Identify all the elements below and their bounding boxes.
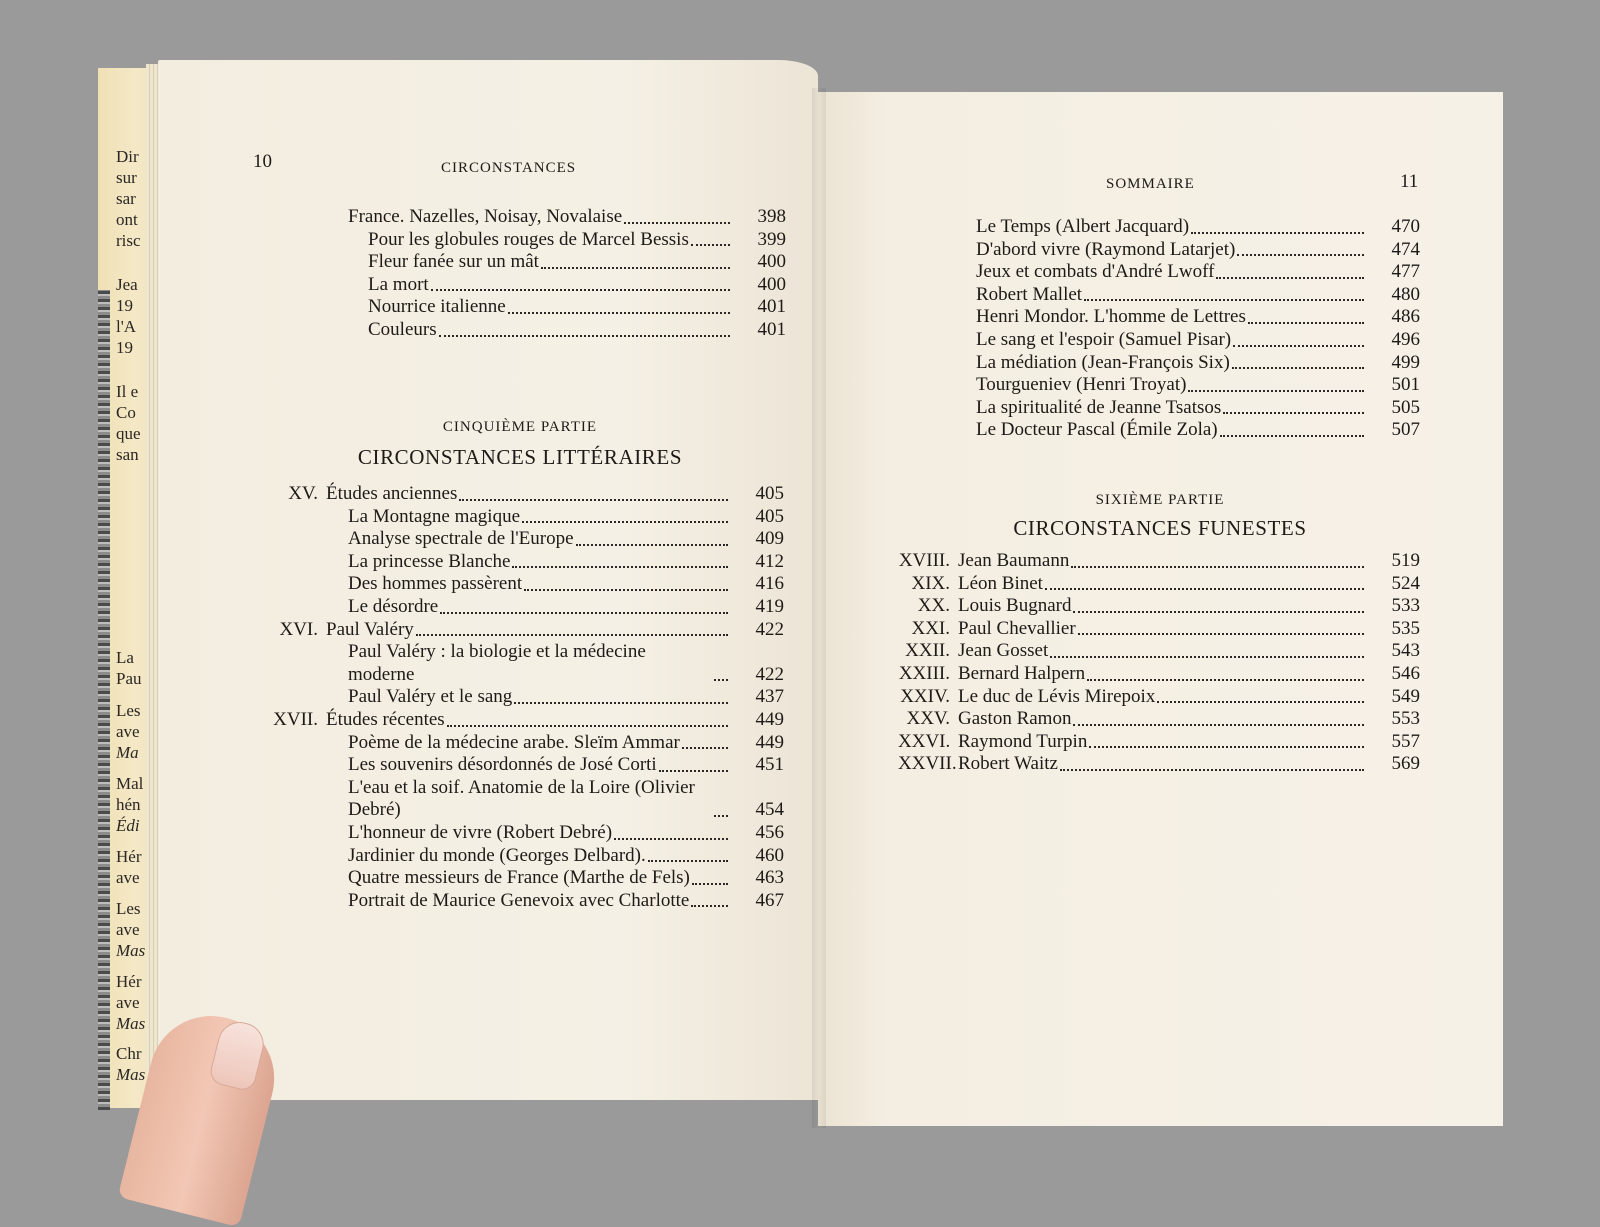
toc-entry[interactable] [898,216,1420,239]
toc-entry-page: 460 [755,844,784,866]
cover-flap-fragment: Hér [116,847,142,866]
toc-entry-page: 463 [755,867,784,889]
dot-leader [1050,656,1364,658]
dot-leader [1071,566,1364,568]
toc-entry-page: 543 [1391,640,1420,662]
toc-entry-page: 454 [755,799,784,821]
toc-entry-page: 505 [1391,396,1420,418]
dot-leader [624,222,730,224]
dot-leader [1089,746,1364,748]
part-six-label: SIXIÈME PARTIE [1095,492,1225,508]
dot-leader [1216,277,1364,279]
toc-entry[interactable] [262,686,784,709]
toc-entry-title: Fleur fanée sur un mât [368,251,539,273]
toc-entry-numeral: XXV. [906,708,950,730]
toc-entry-title: Des hommes passèrent [348,573,523,595]
toc-entry-title: Pour les globules rouges de Marcel Bessis [368,228,689,250]
toc-entry-numeral: XXI. [911,617,950,639]
toc-entry-page: 401 [757,296,786,318]
toc-entry[interactable] [270,319,786,342]
toc-entry[interactable] [262,754,784,777]
toc-entry[interactable] [898,284,1420,307]
cover-flap-fragment: Dir [116,147,139,166]
dot-leader [541,267,730,269]
cover-flap-fragment: Co [116,403,136,422]
toc-entry-page: 507 [1391,419,1420,441]
cover-flap-fragment: ave [116,993,140,1012]
cover-flap-fragment: sar [116,189,136,208]
right-page-number: 11 [1400,171,1419,192]
toc-entry[interactable] [270,296,786,319]
toc-entry-title: Jean Baumann [958,550,1070,571]
toc-entry-page: 398 [757,206,786,227]
toc-entry[interactable] [262,732,784,755]
toc-entry-page: 470 [1391,216,1420,237]
toc-entry-numeral: XVI. [279,618,318,640]
cover-flap-fragment: l'A [116,317,137,336]
toc-entry-page: 501 [1391,374,1420,396]
toc-entry-page: 405 [755,483,784,504]
toc-entry-numeral: XIX. [911,572,950,594]
toc-entry-title: Quatre messieurs de France (Marthe de Fels) [348,867,690,889]
dot-leader [1248,322,1364,324]
toc-entry-page: 557 [1391,730,1420,752]
toc-entry[interactable] [898,419,1420,442]
cover-flap-fragment: Mal [116,774,144,793]
cover-flap-fragment: ave [116,920,140,939]
toc-entry-title: Gaston Ramon [958,708,1072,730]
toc-entry-title: Paul Valéry : la biologie et la médecine moderne [348,641,646,685]
toc-entry-page: 401 [757,318,786,340]
toc-entry-page: 474 [1391,238,1420,260]
cover-flap-fragment: Chr [116,1044,142,1063]
toc-entry[interactable] [262,619,784,642]
dot-leader [1188,390,1364,392]
toc-entry-page: 549 [1391,685,1420,707]
toc-entry-title: Tourgueniev (Henri Troyat) [976,374,1187,396]
toc-entry-page: 477 [1391,261,1420,283]
toc-entry-title: La mort [368,273,429,295]
toc-entry-numeral: XX. [917,595,950,617]
toc-entry-title: Études récentes [326,708,445,730]
toc-entry-title: L'honneur de vivre (Robert Debré) [348,821,613,843]
toc-entry-title: Nourrice italienne [368,296,506,318]
toc-entry[interactable] [262,845,784,868]
toc-entry[interactable] [898,686,1420,709]
toc-entry-title: La princesse Blanche [348,550,511,572]
dot-leader [1060,769,1364,771]
toc-entry[interactable] [262,551,784,574]
dot-leader [714,815,728,817]
toc-entry-numeral: XV. [288,483,318,504]
dot-leader [512,566,728,568]
cover-flap-fragment: que [116,424,141,443]
toc-entry-numeral: XXII. [905,640,950,662]
toc-entry[interactable] [262,867,784,890]
dot-leader [431,289,730,291]
toc-entry-numeral: XVIII. [898,550,950,571]
toc-entry-page: 486 [1391,306,1420,328]
toc-entry-title: Le Docteur Pascal (Émile Zola) [976,419,1218,441]
toc-entry-title: Le duc de Lévis Mirepoix [958,685,1156,707]
toc-entry-title: Couleurs [368,318,437,340]
left-toc-continued [270,206,786,342]
left-toc-entries [262,483,784,912]
toc-entry-page: 533 [1391,595,1420,617]
book-gutter [812,88,826,1128]
toc-entry-title: Études anciennes [326,483,458,504]
cover-flap-fragment: Édi [116,816,140,835]
toc-entry-page: 519 [1391,550,1420,571]
toc-entry-numeral: XVII. [273,708,318,730]
dot-leader [714,679,728,681]
toc-entry-page: 405 [755,505,784,527]
cover-flap-fragment: Les [116,701,141,720]
cover-flap-fragment: Il e [116,382,139,401]
toc-entry-title: Jean Gosset [958,640,1049,662]
toc-entry-page: 400 [757,251,786,273]
toc-entry[interactable] [270,274,786,297]
toc-entry-title: Les souvenirs désordonnés de José Corti [348,754,657,776]
toc-entry[interactable] [898,640,1420,663]
toc-entry-title: Robert Waitz [958,753,1058,775]
toc-entry[interactable] [898,573,1420,596]
part-five-label: CINQUIÈME PARTIE [442,419,598,435]
cover-flap-fragment: ave [116,722,140,741]
left-running-head: CIRCONSTANCES [441,160,577,176]
toc-entry[interactable] [898,595,1420,618]
part-six-title: CIRCONSTANCES FUNESTES [1013,516,1307,540]
dot-leader [1073,611,1364,613]
toc-entry[interactable] [898,397,1420,420]
dot-leader [459,499,728,501]
toc-entry-title: Paul Chevallier [958,617,1076,639]
toc-entry[interactable] [270,229,786,252]
cover-flap-fragment: hén [116,795,141,814]
toc-entry-page: 449 [755,731,784,753]
dot-leader [522,521,728,523]
toc-entry-page: 569 [1391,753,1420,775]
toc-entry-numeral: XXIV. [900,685,950,707]
toc-entry[interactable] [262,483,784,506]
dot-leader [416,634,728,636]
toc-entry[interactable] [898,731,1420,754]
toc-entry-page: 451 [755,754,784,776]
dot-leader [1084,299,1364,301]
toc-entry-page: 437 [755,686,784,708]
toc-entry[interactable] [898,663,1420,686]
toc-entry[interactable] [270,251,786,274]
toc-entry-title: Analyse spectrale de l'Europe [348,528,574,550]
toc-entry-page: 467 [755,889,784,911]
toc-entry[interactable] [262,777,784,822]
toc-entry-page: 422 [755,618,784,640]
dot-leader [1237,254,1364,256]
toc-entry-page: 399 [757,228,786,250]
cover-flap-fragment: Jea [116,275,138,294]
right-toc-entries [898,550,1420,776]
dot-leader [1078,633,1364,635]
dot-leader [1232,367,1364,369]
toc-entry-title: Le Temps (Albert Jacquard) [976,216,1190,237]
toc-entry-title: Jardinier du monde (Georges Delbard). [348,844,646,866]
part-five-title: CIRCONSTANCES LITTÉRAIRES [357,445,683,469]
cover-flap-fragment: risc [116,231,141,250]
dot-leader [691,905,728,907]
toc-entry-numeral: XXVI. [898,730,951,752]
toc-entry[interactable] [898,550,1420,573]
right-toc-continued [898,216,1420,442]
toc-entry[interactable] [262,506,784,529]
dot-leader [514,702,728,704]
toc-entry[interactable] [898,261,1420,284]
toc-entry[interactable] [898,239,1420,262]
cover-flap-fragment: san [116,445,139,464]
dot-leader [1157,701,1364,703]
cover-flap-fragment: 19 [116,338,133,357]
cover-flap-fragment: Ma [116,743,139,762]
toc-entry-title: L'eau et la soif. Anatomie de la Loire (Olivier Debré) [348,776,695,821]
toc-entry-title: Poème de la médecine arabe. Sleïm Ammar [348,731,680,753]
toc-entry-page: 546 [1391,662,1420,684]
dot-leader [1220,435,1364,437]
dot-leader [439,335,730,337]
toc-entry-title: Léon Binet [958,572,1043,594]
left-page-number: 10 [253,151,272,172]
dot-leader [1191,232,1364,234]
dot-leader [576,544,728,546]
toc-entry[interactable] [898,352,1420,375]
toc-entry[interactable] [898,306,1420,329]
toc-entry-title: D'abord vivre (Raymond Latarjet) [976,238,1236,260]
dot-leader [682,747,728,749]
cover-flap-fragment: La [116,648,134,667]
toc-entry-title: Raymond Turpin [958,730,1088,752]
dot-leader [440,612,728,614]
cover-flap-fragment: ont [116,210,138,229]
dot-leader [1223,412,1364,414]
toc-entry-page: 416 [755,573,784,595]
cover-flap-fragment: Mas [116,1065,146,1084]
toc-entry-title: Henri Mondor. L'homme de Lettres [976,306,1246,328]
toc-entry-title: La Montagne magique [348,505,521,527]
dot-leader [659,770,728,772]
dot-leader [524,589,728,591]
toc-entry[interactable] [898,374,1420,397]
toc-entry[interactable] [262,822,784,845]
toc-entry-title: Jeux et combats d'André Lwoff [976,261,1215,283]
toc-entry-title: La médiation (Jean-François Six) [976,351,1230,373]
toc-entry-page: 499 [1391,351,1420,373]
toc-entry-title: Paul Valéry et le sang [348,686,513,708]
dot-leader [508,312,730,314]
dot-leader [1087,679,1364,681]
cover-flap-fragment: Mas [116,941,146,960]
toc-entry-page: 400 [757,273,786,295]
toc-entry[interactable] [262,528,784,551]
dot-leader [691,244,730,246]
dot-leader [1073,724,1364,726]
toc-entry[interactable] [898,329,1420,352]
toc-entry-page: 480 [1391,283,1420,305]
toc-entry-page: 553 [1391,708,1420,730]
toc-entry-page: 496 [1391,328,1420,350]
toc-entry[interactable] [898,708,1420,731]
dot-leader [1233,345,1364,347]
toc-entry-title: Bernard Halpern [958,662,1086,684]
toc-entry[interactable] [898,753,1420,776]
toc-entry[interactable] [898,618,1420,641]
toc-entry-page: 524 [1391,572,1420,594]
right-running-head: SOMMAIRE [1106,176,1195,192]
toc-entry-title: Le sang et l'espoir (Samuel Pisar) [976,328,1232,350]
toc-entry-page: 419 [755,595,784,617]
cover-flap-fragment: Mas [116,1014,146,1033]
toc-entry[interactable] [262,709,784,732]
toc-entry[interactable] [262,641,784,686]
toc-entry-title: Paul Valéry [326,618,414,640]
cover-flap-fragment: ave [116,868,140,887]
toc-entry-title: Portrait de Maurice Genevoix avec Charlotte [348,889,690,911]
cover-flap-fragment: Pau [116,669,142,688]
cover-flap-fragment: 19 [116,296,133,315]
toc-entry-page: 449 [755,708,784,730]
toc-entry-page: 422 [755,663,784,685]
dot-leader [447,725,728,727]
dot-leader [648,860,728,862]
toc-entry-page: 456 [755,821,784,843]
cover-flap-fragment: Hér [116,972,142,991]
toc-entry[interactable] [262,596,784,619]
dot-leader [1045,588,1364,590]
toc-entry-title: Robert Mallet [976,283,1083,305]
toc-entry[interactable] [262,573,784,596]
toc-entry-page: 535 [1391,617,1420,639]
toc-entry-title: La spiritualité de Jeanne Tsatsos [976,396,1222,418]
toc-entry-numeral: XXIII. [898,662,950,684]
toc-entry-page: 412 [755,550,784,572]
toc-entry-title: Le désordre [348,595,439,617]
toc-entry-numeral: XXVII. [898,753,957,775]
cover-flap-fragment: Les [116,899,141,918]
toc-entry-title: France. Nazelles, Noisay, Novalaise [348,206,623,227]
cover-flap-fragment: sur [116,168,137,187]
dot-leader [614,838,728,840]
toc-entry-title: Louis Bugnard [958,595,1072,617]
toc-entry[interactable] [262,890,784,913]
toc-entry-page: 409 [755,528,784,550]
toc-entry[interactable] [270,206,786,229]
cover-flap-photo-edge [98,290,110,1110]
dot-leader [692,883,728,885]
